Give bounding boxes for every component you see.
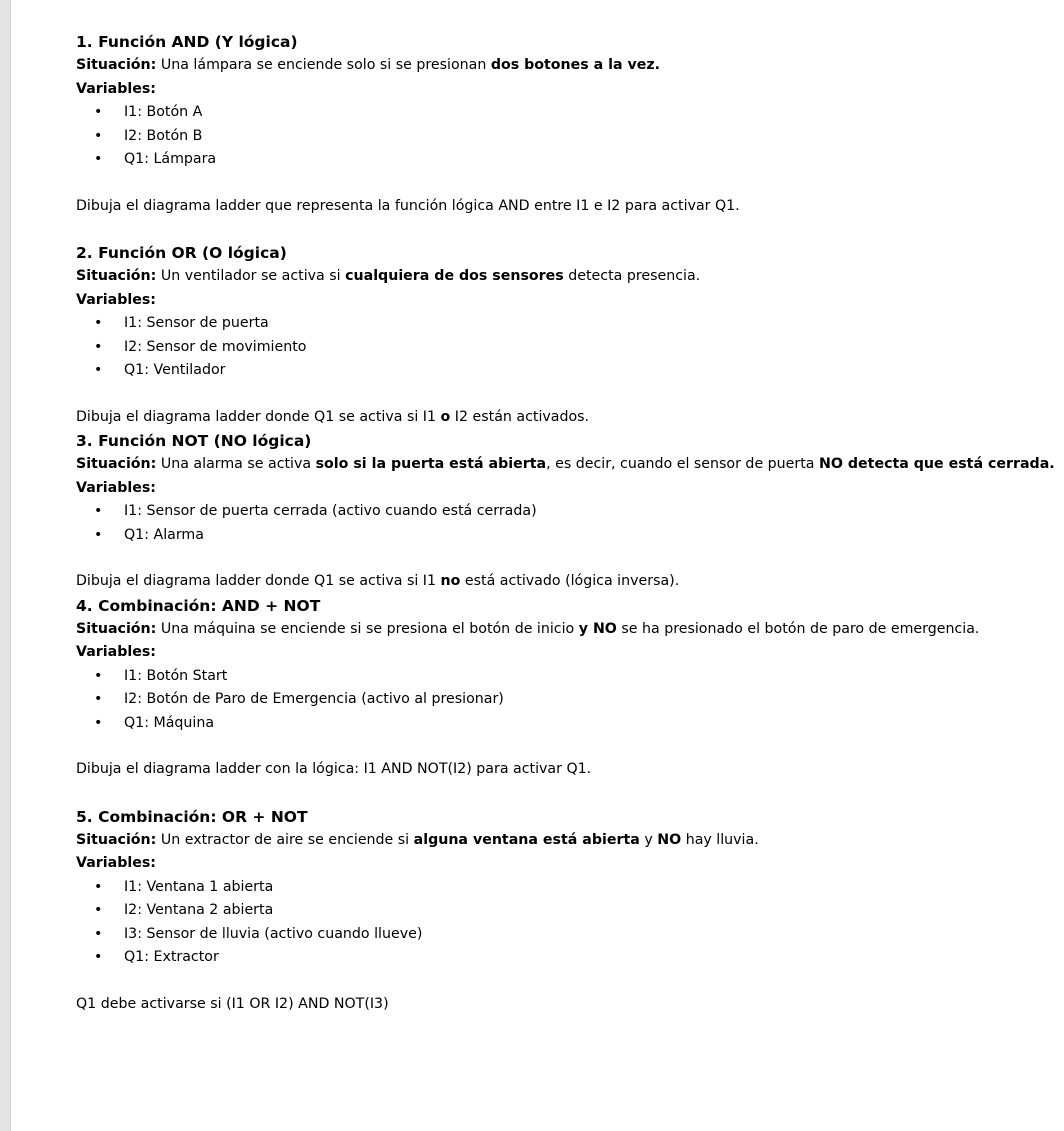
- situation-line: [76, 618, 1056, 642]
- instruction-text: I2 están activados.: [450, 408, 590, 425]
- variables-list: [76, 312, 1056, 383]
- situation-label: Situación:: [76, 620, 157, 637]
- variable-text: I3: Sensor de lluvia (activo cuando llueve): [124, 925, 423, 942]
- variables-label: Variables:: [76, 80, 156, 97]
- instruction-bold: no: [440, 573, 461, 589]
- situation-bold: solo si la puerta está abierta: [315, 456, 547, 472]
- variable-text: Q1: Extractor: [124, 949, 219, 965]
- instruction: Dibuja el diagrama ladder con la lógica: I1 AND NOT(I2) para activar Q1.: [76, 761, 592, 777]
- list-item: [76, 712, 1056, 736]
- bullet: •: [94, 902, 103, 918]
- section-title: 1. Función AND (Y lógica): [76, 33, 298, 51]
- variable-text: I2: Botón de Paro de Emergencia (activo al presionar): [124, 691, 504, 707]
- situation-bold: NO: [657, 831, 682, 848]
- bullet: •: [94, 878, 103, 895]
- bullet: •: [94, 691, 103, 707]
- instruction: [76, 406, 1056, 430]
- situation-text: detecta presencia.: [563, 268, 701, 284]
- list-item: [76, 500, 1056, 524]
- variable-text: I1: Sensor de puerta: [124, 315, 269, 331]
- section-2: [76, 241, 1056, 429]
- variable-text: I1: Sensor de puerta cerrada (activo cuando está cerrada): [124, 503, 537, 519]
- variable-text: I1: Botón A: [124, 104, 203, 120]
- section-title: 2. Función OR (O lógica): [76, 244, 287, 262]
- situation-bold: dos botones a la vez.: [490, 57, 661, 73]
- variables-label: Variables:: [76, 479, 156, 496]
- list-item: [76, 524, 1056, 548]
- situation-text: Un ventilador se activa si: [156, 268, 346, 284]
- situation-line: [76, 265, 1056, 289]
- list-item: [76, 688, 1056, 712]
- variables-list: [76, 101, 1056, 172]
- instruction: [76, 570, 1056, 594]
- situation-text: se ha presionado el botón de paro de emergencia.: [616, 620, 980, 637]
- situation-text: y: [639, 831, 658, 848]
- situation-label: Situación:: [76, 268, 157, 284]
- situation-text: Una máquina se enciende si se presiona el botón de inicio: [156, 620, 579, 637]
- list-item: [76, 359, 1056, 383]
- instruction: Q1 debe activarse si (I1 OR I2) AND NOT(I3): [76, 995, 389, 1012]
- variables-label: Variables:: [76, 644, 156, 660]
- list-item: [76, 946, 1056, 970]
- list-item: [76, 336, 1056, 360]
- variables-list: [76, 500, 1056, 547]
- section-5: [76, 805, 1056, 1017]
- document-page: [76, 30, 1056, 1016]
- section-title: 3. Función NOT (NO lógica): [76, 432, 312, 450]
- situation-text: , es decir, cuando el sensor de puerta: [546, 456, 820, 472]
- section-4: [76, 594, 1056, 782]
- instruction-bold: o: [440, 408, 451, 425]
- variables-list: [76, 665, 1056, 736]
- variable-text: Q1: Máquina: [124, 714, 215, 731]
- situation-label: Situación:: [76, 456, 157, 472]
- situation-line: [76, 829, 1056, 853]
- list-item: [76, 101, 1056, 125]
- bullet: •: [94, 949, 103, 965]
- situation-label: Situación:: [76, 831, 157, 848]
- bullet: •: [94, 151, 103, 167]
- variables-label: Variables:: [76, 855, 156, 871]
- situation-bold: NO detecta que está cerrada.: [819, 456, 1055, 472]
- situation-text: hay lluvia.: [681, 831, 759, 848]
- bullet: •: [94, 526, 103, 543]
- list-item: [76, 148, 1056, 172]
- variable-text: I1: Botón Start: [124, 667, 228, 684]
- situation-bold: alguna ventana está abierta: [413, 831, 640, 848]
- situation-line: [76, 453, 1056, 477]
- variable-text: I2: Sensor de movimiento: [124, 338, 307, 355]
- bullet: •: [94, 127, 103, 144]
- list-item: [76, 312, 1056, 336]
- instruction-text: Dibuja el diagrama ladder donde Q1 se activa si I1: [76, 573, 441, 589]
- bullet: •: [94, 925, 103, 942]
- list-item: [76, 665, 1056, 689]
- variables-list: [76, 876, 1056, 970]
- situation-text: Un extractor de aire se enciende si: [156, 831, 414, 848]
- bullet: •: [94, 104, 103, 120]
- list-item: [76, 923, 1056, 947]
- instruction-text: está activado (lógica inversa).: [460, 573, 680, 589]
- situation-text: Una alarma se activa: [156, 456, 316, 472]
- variable-text: Q1: Alarma: [124, 526, 204, 543]
- bullet: •: [94, 338, 103, 355]
- list-item: [76, 899, 1056, 923]
- instruction: Dibuja el diagrama ladder que representa la función lógica AND entre I1 e I2 para activar Q1.: [76, 197, 740, 214]
- bullet: •: [94, 315, 103, 331]
- section-title: 5. Combinación: OR + NOT: [76, 807, 308, 826]
- variable-text: I2: Ventana 2 abierta: [124, 902, 274, 918]
- bullet: •: [94, 362, 103, 378]
- section-3: [76, 429, 1056, 594]
- instruction-text: Dibuja el diagrama ladder donde Q1 se activa si I1: [76, 408, 441, 425]
- list-item: [76, 876, 1056, 900]
- situation-bold: cualquiera de dos sensores: [345, 268, 564, 284]
- bullet: •: [94, 503, 103, 519]
- situation-label: Situación:: [76, 57, 157, 73]
- variable-text: Q1: Ventilador: [124, 362, 226, 378]
- variable-text: I2: Botón B: [124, 127, 203, 144]
- left-margin-bar: [0, 0, 11, 1131]
- situation-text: Una lámpara se enciende solo si se presionan: [156, 57, 491, 73]
- bullet: •: [94, 667, 103, 684]
- bullet: •: [94, 714, 103, 731]
- situation-line: [76, 54, 1056, 78]
- list-item: [76, 125, 1056, 149]
- variable-text: Q1: Lámpara: [124, 151, 217, 167]
- section-title: 4. Combinación: AND + NOT: [76, 596, 321, 615]
- variables-label: Variables:: [76, 291, 156, 308]
- situation-bold: y NO: [578, 620, 617, 637]
- variable-text: I1: Ventana 1 abierta: [124, 878, 274, 895]
- section-1: [76, 30, 1056, 218]
